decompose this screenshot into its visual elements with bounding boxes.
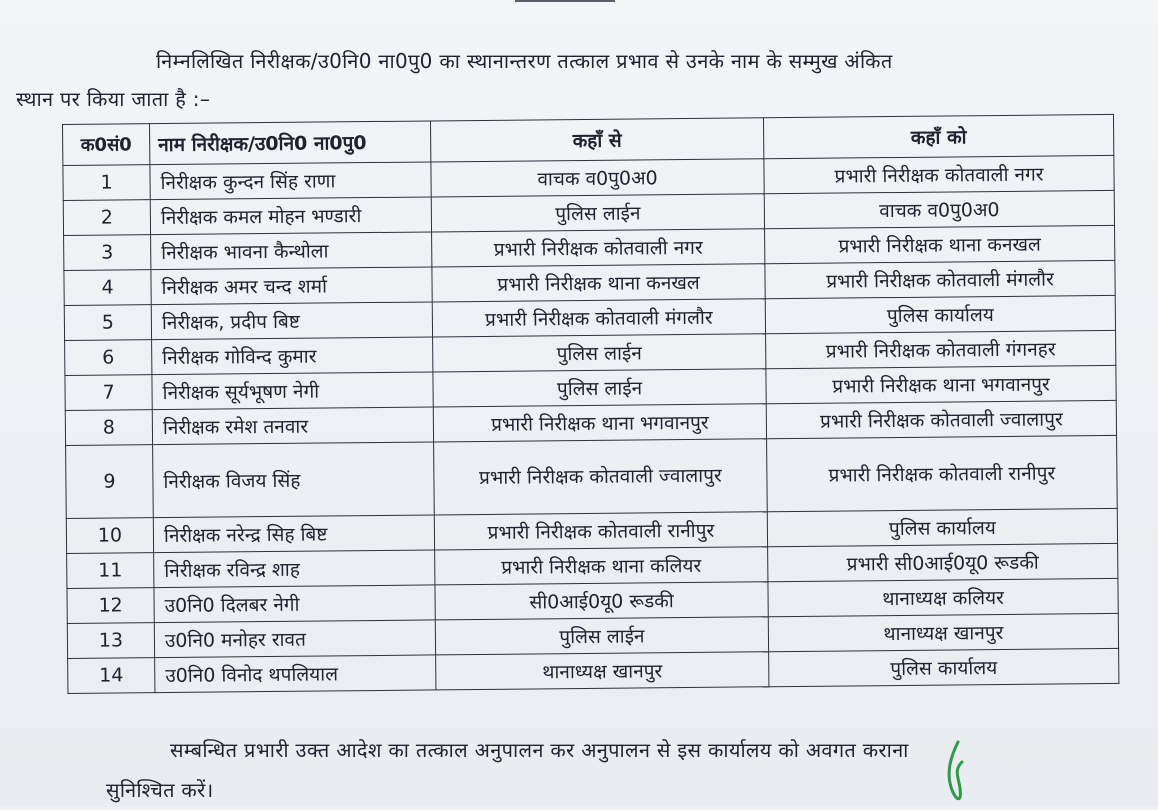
table-body [63,155,1119,693]
cell-to: प्रभारी निरीक्षक कोतवाली नगर [764,155,1114,193]
cell-serial-number: 6 [65,340,152,376]
signature-mark [936,740,976,807]
header-serial-number: क0सं0 [63,124,150,166]
cell-serial-number: 11 [67,553,154,589]
transfer-table [62,114,1119,694]
table-row [66,435,1118,518]
transfer-table-wrapper [62,114,1119,694]
cell-name: निरीक्षक रविन्द्र शाह [154,550,435,588]
cell-to: पुलिस कार्यालय [765,295,1115,333]
cell-to: पुलिस कार्यालय [767,508,1117,546]
cell-name: निरीक्षक गोविन्द कुमार [152,337,433,375]
cell-name: निरीक्षक विजय सिंह [153,442,435,518]
cell-serial-number: 7 [65,375,152,411]
cell-serial-number: 12 [67,588,154,624]
cell-to: प्रभारी निरीक्षक कोतवाली गंगनहर [766,330,1116,368]
cell-to: प्रभारी सी0आई0यू0 रूडकी [768,543,1118,581]
cell-to: थानाध्यक्ष कलियर [768,578,1118,616]
intro-line-1: निम्नलिखित निरीक्षक/उ0नि0 ना0पु0 का स्थानान्तरण तत्काल प्रभाव से उनके नाम के सम्मुख अंकित [156,49,893,73]
cell-name: उ0नि0 दिलबर नेगी [154,585,435,623]
intro-line-2: स्थान पर किया जाता है :– [16,87,211,111]
footer-line-2: सुनिश्चित करें। [106,778,214,802]
cell-to: थानाध्यक्ष खानपुर [768,613,1118,651]
cell-name: निरीक्षक भावना कैन्थोला [151,232,432,270]
cell-name: उ0नि0 मनोहर रावत [154,620,435,658]
header-from: कहाँ से [430,118,763,162]
cell-from-text: प्रभारी निरीक्षक कोतवाली ज्वालापुर [478,464,722,490]
cell-serial-number: 4 [64,270,151,306]
cell-serial-number: 5 [64,305,151,341]
cell-name: उ0नि0 विनोद थपलियाल [155,655,436,693]
cell-from: प्रभारी निरीक्षक थाना कनखल [432,264,765,302]
top-rule [515,0,615,2]
cell-name: निरीक्षक, प्रदीप बिष्ट [151,302,432,340]
cell-from: पुलिस लाईन [433,334,766,372]
cell-to: प्रभारी निरीक्षक कोतवाली ज्वालापुर [766,400,1116,438]
cell-from: वाचक व0पु0अ0 [431,159,764,197]
cell-name: निरीक्षक अमर चन्द शर्मा [151,267,432,305]
cell-from: पुलिस लाईन [435,617,768,655]
cell-from: प्रभारी निरीक्षक कोतवाली रानीपुर [434,512,767,550]
footer-line-1: सम्बन्धित प्रभारी उक्त आदेश का तत्काल अनुपालन कर अनुपालन से इस कार्यालय को अवगत कराना [170,738,909,762]
cell-serial-number: 1 [63,165,150,201]
cell-from: प्रभारी निरीक्षक थाना भगवानपुर [433,404,766,442]
cell-serial-number: 9 [66,445,154,519]
header-to: कहाँ को [763,114,1113,158]
cell-serial-number: 3 [64,235,151,271]
cell-from: पुलिस लाईन [431,194,764,232]
intro-paragraph [16,42,1106,118]
cell-name: निरीक्षक नरेन्द्र सिह बिष्ट [153,515,434,553]
cell-from: प्रभारी निरीक्षक कोतवाली मंगलौर [432,299,765,337]
cell-serial-number: 2 [63,200,150,236]
cell-to: पुलिस कार्यालय [769,648,1119,686]
cell-name: निरीक्षक सूर्यभूषण नेगी [152,372,433,410]
cell-serial-number: 8 [65,410,152,446]
cell-name: निरीक्षक कुन्दन सिंह राणा [150,162,431,200]
cell-serial-number: 13 [67,623,154,659]
cell-to: प्रभारी निरीक्षक कोतवाली मंगलौर [765,260,1115,298]
cell-from: सी0आई0यू0 रूडकी [435,582,768,620]
cell-serial-number: 10 [66,518,153,554]
cell-from: पुलिस लाईन [433,369,766,407]
cell-name: निरीक्षक रमेश तनवार [152,407,433,445]
cell-from: प्रभारी निरीक्षक थाना कलियर [435,547,768,585]
cell-name: निरीक्षक कमल मोहन भण्डारी [150,197,431,235]
cell-to: प्रभारी निरीक्षक थाना कनखल [765,225,1115,263]
cell-to: वाचक व0पु0अ0 [764,190,1114,228]
cell-from: थानाध्यक्ष खानपुर [436,652,769,690]
cell-to: प्रभारी निरीक्षक थाना भगवानपुर [766,365,1116,403]
cell-serial-number: 14 [68,658,155,694]
cell-to: प्रभारी निरीक्षक कोतवाली रानीपुर [767,435,1118,511]
header-name: नाम निरीक्षक/उ0नि0 ना0पु0 [150,121,431,165]
cell-from [434,439,768,515]
cell-from: प्रभारी निरीक्षक कोतवाली नगर [432,229,765,267]
